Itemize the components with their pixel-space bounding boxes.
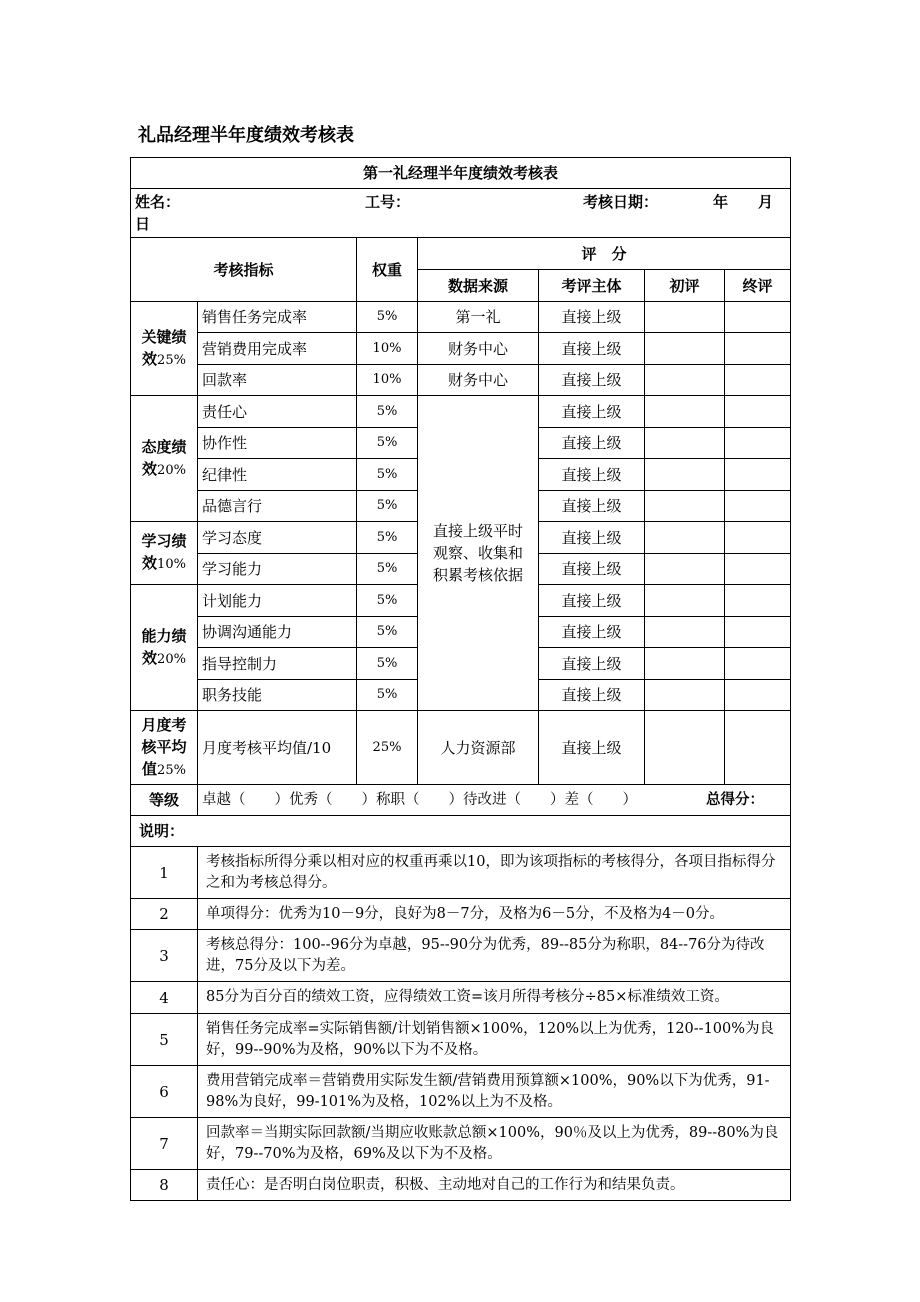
header-score: 评 分 xyxy=(418,238,791,270)
initial-score-cell[interactable] xyxy=(645,585,725,617)
item-weight: 5% xyxy=(357,302,418,333)
item-subject: 直接上级 xyxy=(539,459,645,491)
group-monthly: 月度考核平均值25% xyxy=(131,711,198,785)
item-subject: 直接上级 xyxy=(539,648,645,680)
header-initial: 初评 xyxy=(645,270,725,302)
item-subject: 直接上级 xyxy=(539,585,645,617)
grade-options[interactable]: 卓越（ ）优秀（ ）称职（ ）待改进（ ）差（ ） xyxy=(202,792,637,808)
item-source: 人力资源部 xyxy=(418,711,539,785)
item-name: 回款率 xyxy=(198,365,357,396)
final-score-cell[interactable] xyxy=(725,428,791,459)
item-weight: 5% xyxy=(357,585,418,617)
group-ability: 能力绩效20% xyxy=(131,585,198,711)
initial-score-cell[interactable] xyxy=(645,554,725,585)
final-score-cell[interactable] xyxy=(725,554,791,585)
total-score-label: 总得分： xyxy=(706,792,765,808)
note-text: 回款率＝当期实际回款额/当期应收账款总额×100%，90％及以上为优秀，89--80%为良好，79--70%为及格，69%及以下为不及格。 xyxy=(198,1118,791,1170)
grade-label: 等级 xyxy=(131,785,198,816)
table-title: 第一礼经理半年度绩效考核表 xyxy=(131,158,791,189)
item-name: 责任心 xyxy=(198,396,357,428)
item-name: 销售任务完成率 xyxy=(198,302,357,333)
name-label: 姓名： xyxy=(135,193,181,211)
item-name: 指导控制力 xyxy=(198,648,357,680)
item-name: 学习态度 xyxy=(198,522,357,554)
note-number: 4 xyxy=(131,982,198,1014)
final-score-cell[interactable] xyxy=(725,522,791,554)
note-text: 单项得分：优秀为10－9分，良好为8－7分，及格为6－5分，不及格为4－0分。 xyxy=(198,899,791,930)
month-label: 月 xyxy=(758,193,774,211)
item-subject: 直接上级 xyxy=(539,617,645,648)
note-text: 考核指标所得分乘以相对应的权重再乘以10，即为该项指标的考核得分，各项目指标得分之和为考核总得分。 xyxy=(198,847,791,899)
item-weight: 5% xyxy=(357,396,418,428)
initial-score-cell[interactable] xyxy=(645,491,725,522)
note-number: 1 xyxy=(131,847,198,899)
item-name: 月度考核平均值/10 xyxy=(198,711,357,785)
note-text: 85分为百分百的绩效工资，应得绩效工资=该月所得考核分÷85×标准绩效工资。 xyxy=(198,982,791,1014)
item-subject: 直接上级 xyxy=(539,522,645,554)
notes-label: 说明： xyxy=(131,816,791,847)
initial-score-cell[interactable] xyxy=(645,302,725,333)
initial-score-cell[interactable] xyxy=(645,459,725,491)
item-subject: 直接上级 xyxy=(539,302,645,333)
final-score-cell[interactable] xyxy=(725,365,791,396)
item-name: 职务技能 xyxy=(198,680,357,711)
header-final: 终评 xyxy=(725,270,791,302)
item-subject: 直接上级 xyxy=(539,491,645,522)
header-weight: 权重 xyxy=(357,238,418,302)
item-name: 协调沟通能力 xyxy=(198,617,357,648)
item-weight: 5% xyxy=(357,522,418,554)
initial-score-cell[interactable] xyxy=(645,365,725,396)
item-weight: 5% xyxy=(357,459,418,491)
item-subject: 直接上级 xyxy=(539,680,645,711)
initial-score-cell[interactable] xyxy=(645,396,725,428)
info-row xyxy=(131,189,791,238)
note-text: 费用营销完成率＝营销费用实际发生额/营销费用预算额×100%，90%以下为优秀，91-98%为良好，99-101%为及格，102%以上为不及格。 xyxy=(198,1066,791,1118)
item-weight: 10% xyxy=(357,365,418,396)
item-subject: 直接上级 xyxy=(539,428,645,459)
final-score-cell[interactable] xyxy=(725,648,791,680)
item-weight: 5% xyxy=(357,428,418,459)
final-score-cell[interactable] xyxy=(725,585,791,617)
item-weight: 5% xyxy=(357,648,418,680)
initial-score-cell[interactable] xyxy=(645,648,725,680)
final-score-cell[interactable] xyxy=(725,680,791,711)
note-text: 责任心：是否明白岗位职责，积极、主动地对自己的工作行为和结果负责。 xyxy=(198,1170,791,1201)
grade-row xyxy=(198,785,791,816)
item-weight: 25% xyxy=(357,711,418,785)
item-weight: 5% xyxy=(357,617,418,648)
note-number: 2 xyxy=(131,899,198,930)
initial-score-cell[interactable] xyxy=(645,428,725,459)
item-name: 学习能力 xyxy=(198,554,357,585)
shared-source: 直接上级平时观察、收集和积累考核依据 xyxy=(418,396,539,711)
item-weight: 5% xyxy=(357,554,418,585)
initial-score-cell[interactable] xyxy=(645,522,725,554)
item-name: 纪律性 xyxy=(198,459,357,491)
header-source: 数据来源 xyxy=(418,270,539,302)
header-indicator: 考核指标 xyxy=(131,238,357,302)
note-number: 7 xyxy=(131,1118,198,1170)
header-subject: 考评主体 xyxy=(539,270,645,302)
appraisal-table xyxy=(130,157,791,1201)
year-label: 年 xyxy=(713,193,729,211)
final-score-cell[interactable] xyxy=(725,396,791,428)
final-score-cell[interactable] xyxy=(725,302,791,333)
item-source: 财务中心 xyxy=(418,333,539,365)
item-subject: 直接上级 xyxy=(539,365,645,396)
final-score-cell[interactable] xyxy=(725,711,791,785)
initial-score-cell[interactable] xyxy=(645,711,725,785)
group-key: 关键绩效25% xyxy=(131,302,198,396)
initial-score-cell[interactable] xyxy=(645,333,725,365)
item-weight: 10% xyxy=(357,333,418,365)
item-subject: 直接上级 xyxy=(539,333,645,365)
note-number: 3 xyxy=(131,930,198,982)
final-score-cell[interactable] xyxy=(725,491,791,522)
note-text: 考核总得分：100--96分为卓越，95--90分为优秀，89--85分为称职，84--76分为待改进，75分及以下为差。 xyxy=(198,930,791,982)
item-weight: 5% xyxy=(357,680,418,711)
item-subject: 直接上级 xyxy=(539,554,645,585)
note-text: 销售任务完成率=实际销售额/计划销售额×100%，120%以上为优秀，120--100%为良好，99--90%为及格，90%以下为不及格。 xyxy=(198,1014,791,1066)
id-label: 工号： xyxy=(365,193,411,211)
final-score-cell[interactable] xyxy=(725,617,791,648)
item-weight: 5% xyxy=(357,491,418,522)
day-label: 日 xyxy=(135,215,151,233)
initial-score-cell[interactable] xyxy=(645,680,725,711)
item-name: 计划能力 xyxy=(198,585,357,617)
note-number: 6 xyxy=(131,1066,198,1118)
item-subject: 直接上级 xyxy=(539,396,645,428)
group-attitude: 态度绩效20% xyxy=(131,396,198,522)
initial-score-cell[interactable] xyxy=(645,617,725,648)
final-score-cell[interactable] xyxy=(725,459,791,491)
item-name: 协作性 xyxy=(198,428,357,459)
item-name: 营销费用完成率 xyxy=(198,333,357,365)
note-number: 5 xyxy=(131,1014,198,1066)
item-source: 财务中心 xyxy=(418,365,539,396)
final-score-cell[interactable] xyxy=(725,333,791,365)
group-learning: 学习绩效10% xyxy=(131,522,198,585)
date-label: 考核日期： xyxy=(583,193,659,211)
note-number: 8 xyxy=(131,1170,198,1201)
document-title: 礼品经理半年度绩效考核表 xyxy=(138,125,354,146)
item-subject: 直接上级 xyxy=(539,711,645,785)
item-source: 第一礼 xyxy=(418,302,539,333)
item-name: 品德言行 xyxy=(198,491,357,522)
